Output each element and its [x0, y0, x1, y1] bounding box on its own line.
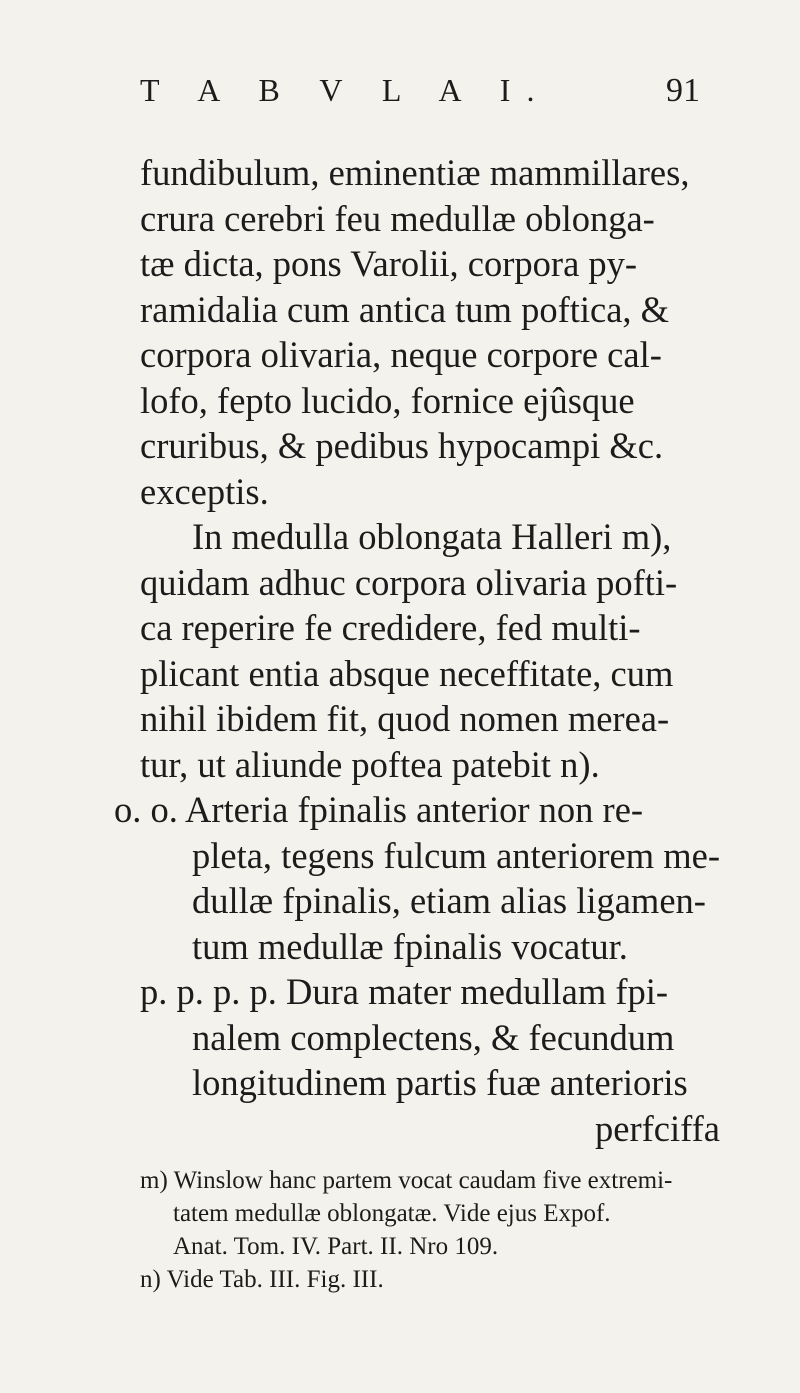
footnote-line: tatem medullæ oblongatæ. Vide ejus Expof. — [173, 1200, 611, 1227]
text-line: cruribus, & pedibus hypocampi &c. — [140, 425, 664, 466]
text-line: corpora olivaria, neque corpore cal- — [140, 334, 662, 375]
text-line: nalem complectens, & fecundum — [192, 1016, 675, 1058]
text-line: ramidalia cum antica tum poftica, & — [140, 288, 670, 330]
text-line: tæ dicta, pons Varolii, corpora py- — [140, 243, 638, 284]
footnotes — [140, 1164, 740, 1296]
header-title: T A B V L A I. — [140, 72, 551, 108]
text-line: tur, ut aliunde poftea patebit n). — [140, 743, 600, 785]
text-line: pleta, tegens fulcum anteriorem me- — [192, 834, 721, 876]
text-line: fundibulum, eminentiæ mammillares, — [140, 152, 690, 193]
running-header — [140, 72, 700, 122]
text-line: exceptis. — [140, 470, 269, 512]
text-line: dullæ fpinalis, etiam alias ligamen- — [192, 880, 706, 921]
main-text — [114, 150, 730, 1151]
text-line: In medulla oblongata Halleri m), — [192, 516, 672, 557]
footnote-line: n) Vide Tab. III. Fig. III. — [140, 1266, 384, 1293]
text-line: ca reperire fe credidere, fed multi- — [140, 607, 641, 648]
footnote-line: m) Winslow hanc partem vocat caudam five extremi- — [140, 1167, 673, 1194]
text-line: crura cerebri feu medullæ oblonga- — [140, 197, 655, 239]
text-line: tum medullæ fpinalis vocatur. — [192, 925, 628, 967]
text-line: o. o. Arteria fpinalis anterior non re- — [114, 789, 644, 830]
footnote-line: Anat. Tom. IV. Part. II. Nro 109. — [173, 1233, 499, 1260]
text-line: longitudinem partis fuæ anterioris — [192, 1062, 688, 1103]
text-line: quidam adhuc corpora olivaria pofti- — [140, 561, 678, 603]
text-line: p. p. p. p. Dura mater medullam fpi- — [140, 971, 669, 1012]
page-number: 91 — [666, 72, 700, 109]
text-line: nihil ibidem fit, quod nomen merea- — [140, 698, 670, 739]
text-line: lofo, fepto lucido, fornice ejûsque — [140, 379, 635, 421]
text-line: plicant entia absque neceffitate, cum — [140, 652, 674, 694]
text-line: perfciffa — [595, 1107, 720, 1149]
